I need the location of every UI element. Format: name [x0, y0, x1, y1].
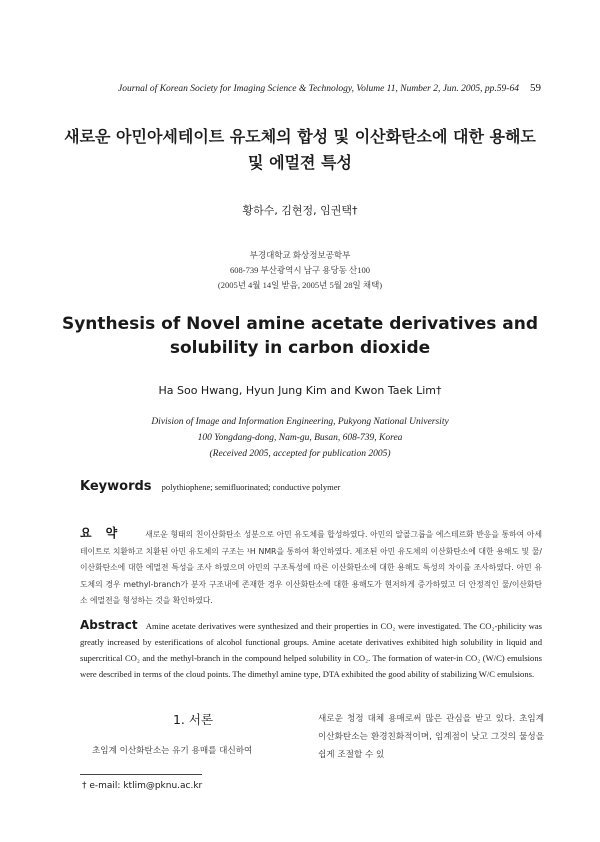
korean-affiliation-line-1: 부경대학교 화상정보공학부: [249, 250, 351, 260]
english-abstract: [80, 617, 542, 682]
keywords-text: polythiophene; semifluorinated; conductive polymer: [161, 482, 341, 492]
running-head: Journal of Korean Society for Imaging Science & Technology, Volume 11, Number 2, Jun. 2005, pp.59-64: [118, 84, 519, 94]
page-number: 59: [530, 82, 541, 94]
keywords-label: Keywords: [80, 479, 152, 494]
english-affiliation: [0, 414, 600, 462]
body-column-right: 새로운 청정 대체 용매로써 많은 관심을 받고 있다. 초임계 이산화탄소는 환경친화적이며, 임계점이 낮고 그것의 물성을 쉽게 조절할 수 있: [318, 714, 544, 760]
english-title-line-2: solubility in carbon dioxide: [169, 338, 431, 358]
korean-abstract: [80, 525, 542, 610]
keywords: [80, 479, 540, 494]
korean-title: [40, 124, 560, 176]
body-column-left: 초임계 이산화탄소는 유기 용매를 대신하여: [92, 746, 253, 756]
section-heading: 1. 서론: [172, 712, 214, 727]
korean-authors: 황하수, 김현정, 임권택†: [242, 204, 358, 217]
footnote: † e-mail: ktlim@pknu.ac.kr: [82, 781, 203, 791]
korean-title-line-1: 새로운 아민아세테이트 유도체의 합성 및 이산화탄소에 대한 용해도: [64, 127, 536, 146]
korean-affiliation: [0, 248, 600, 293]
english-affiliation-line-2: 100 Yongdang-dong, Nam-gu, Busan, 608-739, Korea: [197, 433, 403, 443]
korean-abstract-text: 새로운 형태의 친이산화탄소 성분으로 아민 유도체를 합성하였다. 아민의 알콜그룹을 에스테르화 반응을 통하여 아세테이트로 치환하고 치환된 아민 유도체의 구조는 ¹H NMR을 통하여 확인하였다. 제조된 아민 유도체의 이산화탄소에 대한 용해도 및 물/이산화탄소에 대한 에멀젼 특성을 조사 하였으며 아민의 구조특성에 따른 이산화탄소에 대한 용해도 특성의 차이를 조사하였다. 아민 유도체의 경우 methyl-branch가 분자 구조내에 존재한 경우 이산화탄소에 대한 용해도가 현저하게 증가하였고 더 안정적인 물/이산화탄소 에멀젼을 형성하는 것을 확인하였다.: [80, 530, 542, 605]
english-title-line-1: Synthesis of Novel amine acetate derivatives and: [61, 314, 539, 334]
english-affiliation-line-1: Division of Image and Information Engineering, Pukyong National University: [151, 417, 449, 427]
korean-affiliation-line-2: 608-739 부산광역시 남구 용당동 산100: [230, 265, 370, 275]
korean-title-line-2: 및 에멀젼 특성: [248, 153, 352, 172]
english-affiliation-line-3: (Received 2005, accepted for publication 2005): [209, 449, 391, 459]
korean-abstract-label: 요약: [80, 526, 132, 540]
english-abstract-label: Abstract: [80, 618, 138, 632]
footnote-divider: [80, 774, 202, 775]
english-authors: Ha Soo Hwang, Hyun Jung Kim and Kwon Taek Lim†: [158, 384, 442, 397]
korean-affiliation-line-3: (2005년 4월 14일 받음, 2005년 5월 28일 채택): [217, 280, 383, 290]
english-abstract-text: Amine acetate derivatives were synthesized and their properties in CO₂ were investigated. The CO₂-philicity was greatly increased by esterifications of alcohol functional groups. Amine acetate derivatives exhibited high solubility in liquid and supercritical CO₂ and the methyl-branch in the compound helped solubility in CO₂. The formation of water-in CO₂ (W/C) emulsions were described in terms of the cloud points. The dimethyl amine type, DTA exhibited the good ability of stabilizing W/C emulsions.: [80, 621, 542, 679]
english-title: [40, 312, 560, 360]
